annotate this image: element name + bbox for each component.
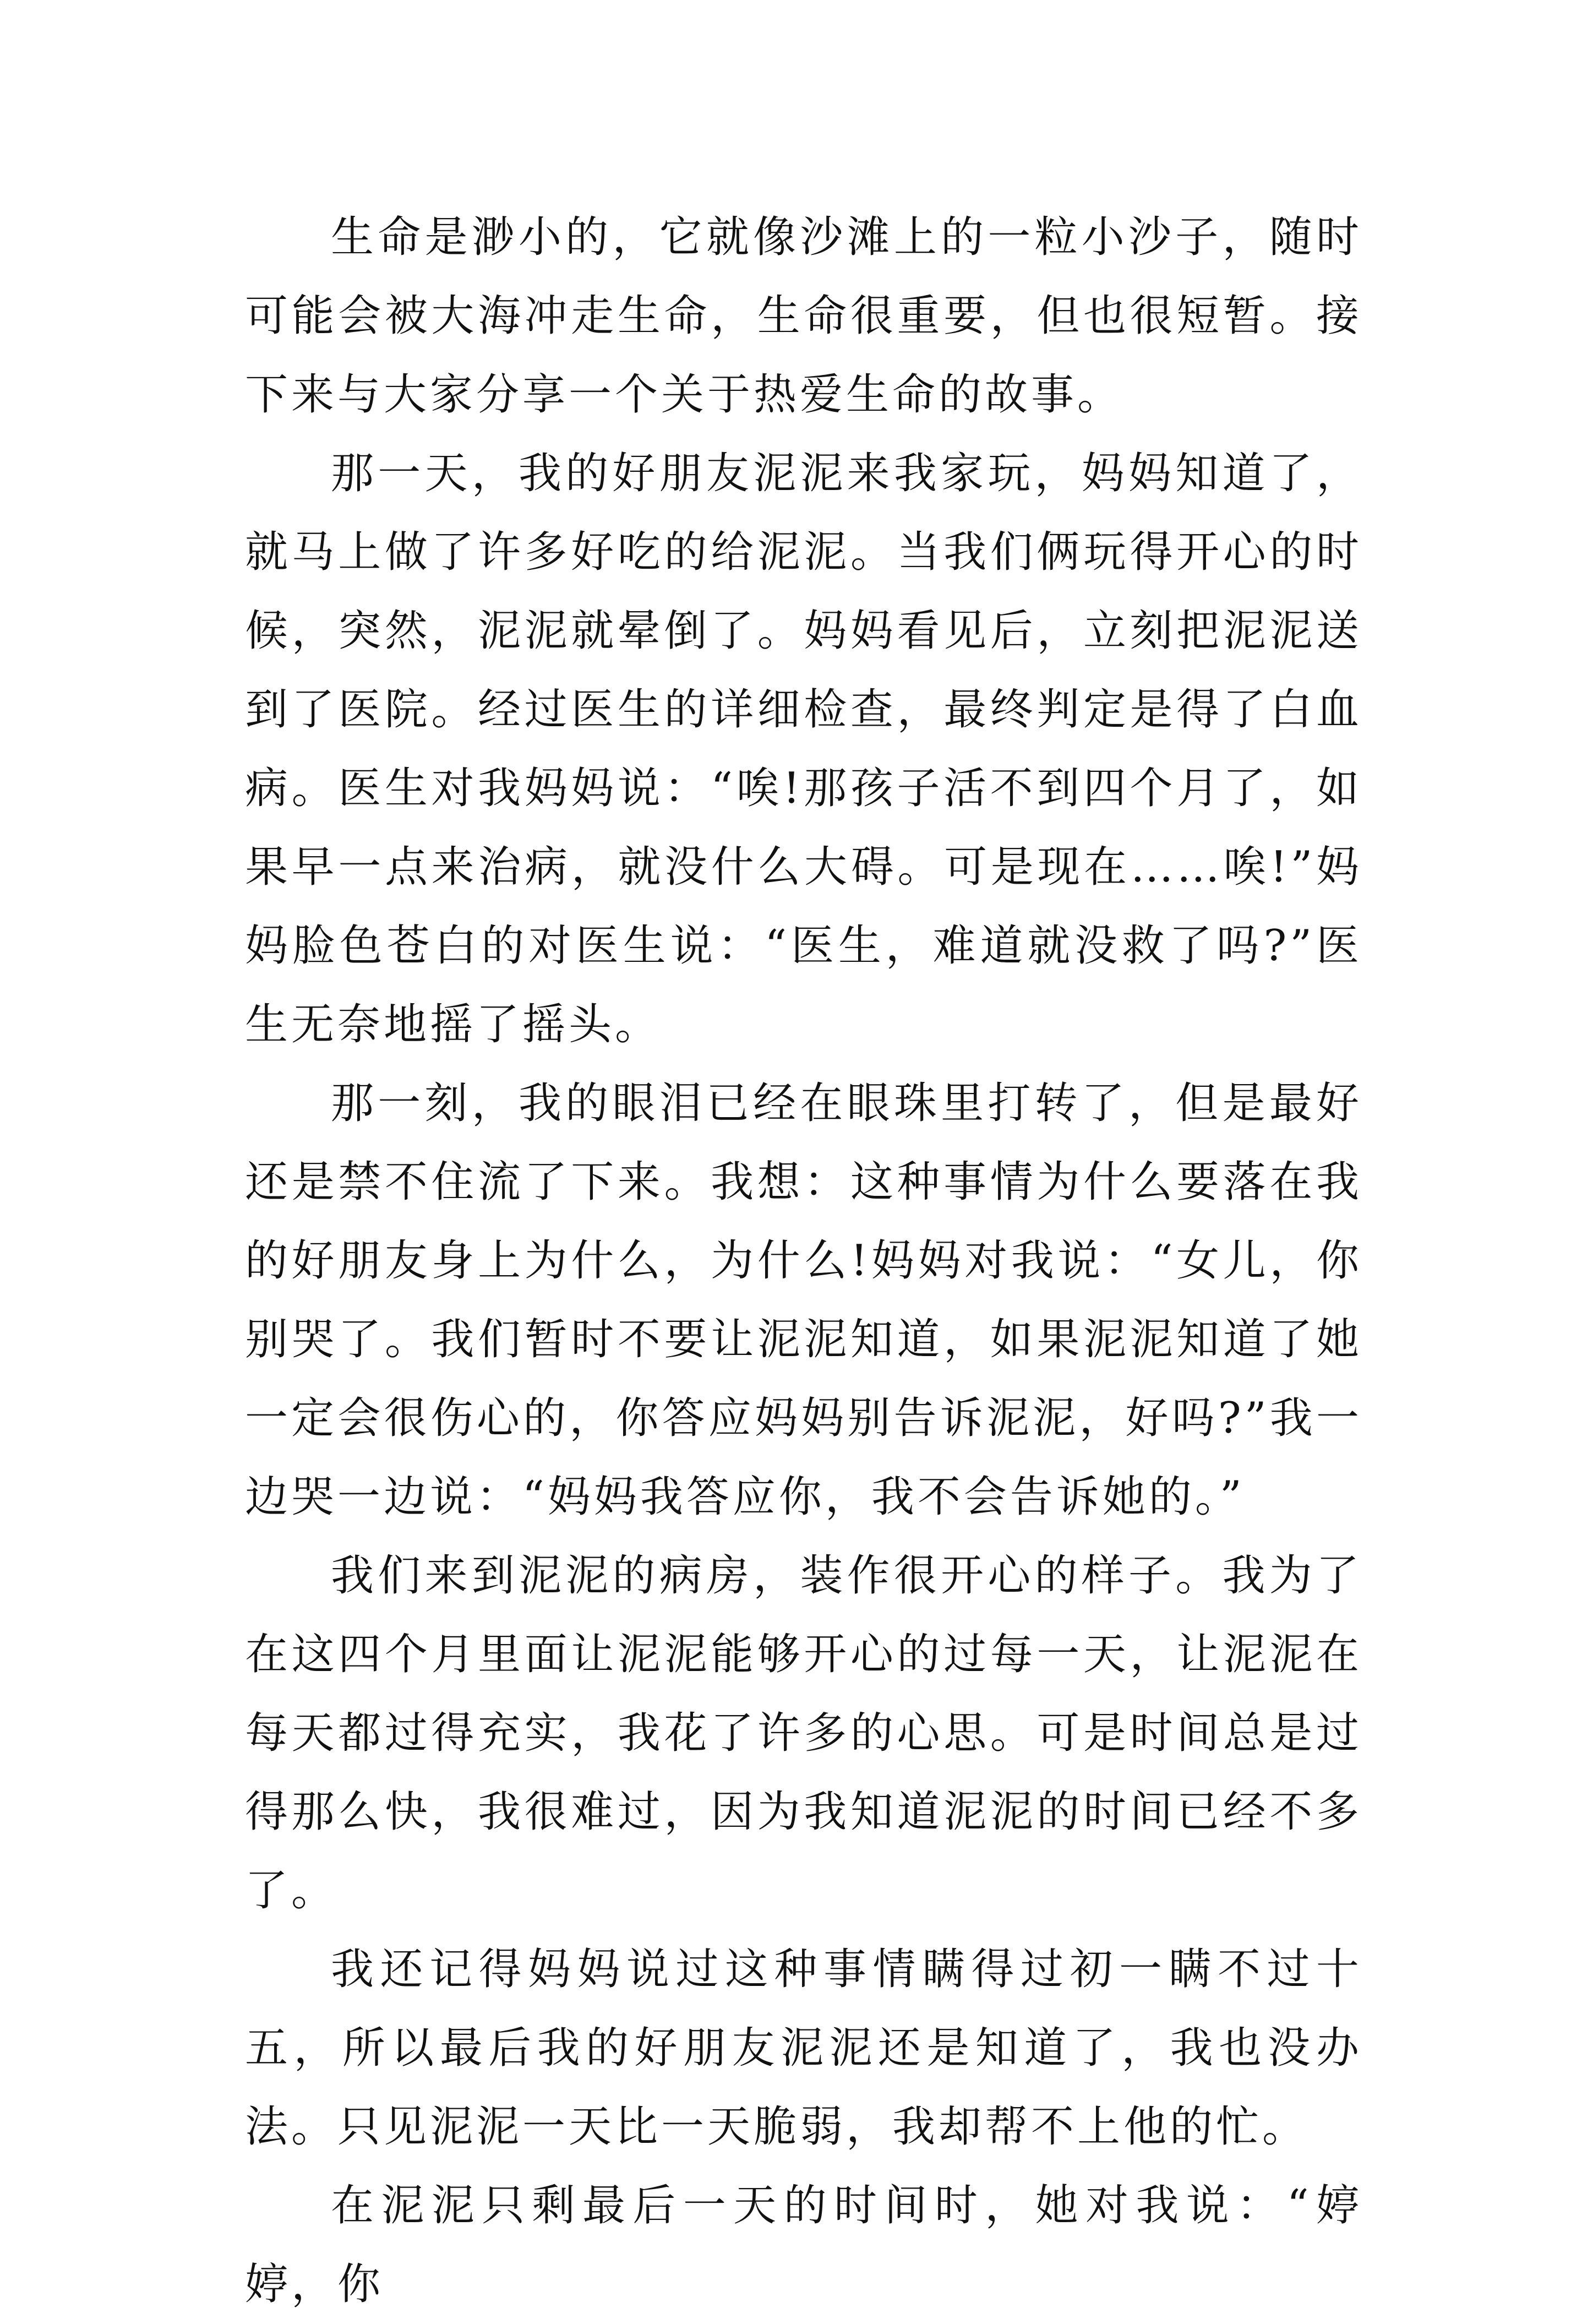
- paragraph: 那一刻，我的眼泪已经在眼珠里打转了，但是最好还是禁不住流了下来。我想：这种事情为什么要落在我的好朋友身上为什么，为什么!妈妈对我说：“女儿，你别哭了。我们暂时不要让泥泥知道，如果泥泥知道了她一定会很伤心的，你答应妈妈别告诉泥泥，好吗?”我一边哭一边说：“妈妈我答应你，我不会告诉她的。”: [245, 1079, 1362, 1522]
- paragraph: 我还记得妈妈说过这种事情瞒得过初一瞒不过十五，所以最后我的好朋友泥泥还是知道了，我也没办法。只见泥泥一天比一天脆弱，我却帮不上他的忙。: [245, 1945, 1362, 2152]
- body-text: [245, 198, 1362, 2324]
- paragraph: 我们来到泥泥的病房，装作很开心的样子。我为了在这四个月里面让泥泥能够开心的过每一天，让泥泥在每天都过得充实，我花了许多的心思。可是时间总是过得那么快，我很难过，因为我知道泥泥的时间已经不多了。: [245, 1551, 1362, 1915]
- paragraph: 那一天，我的好朋友泥泥来我家玩，妈妈知道了，就马上做了许多好吃的给泥泥。当我们俩玩得开心的时候，突然，泥泥就晕倒了。妈妈看见后，立刻把泥泥送到了医院。经过医生的详细检查，最终判定是得了白血病。医生对我妈妈说：“唉!那孩子活不到四个月了，如果早一点来治病，就没什么大碍。可是现在……唉!”妈妈脸色苍白的对医生说：“医生，难道就没救了吗?”医生无奈地摇了摇头。: [245, 449, 1362, 1049]
- paragraph: 生命是渺小的，它就像沙滩上的一粒小沙子，随时可能会被大海冲走生命，生命很重要，但也很短暂。接下来与大家分享一个关于热爱生命的故事。: [245, 213, 1362, 420]
- paragraph: 在泥泥只剩最后一天的时间时，她对我说：“婷婷，你: [245, 2181, 1362, 2309]
